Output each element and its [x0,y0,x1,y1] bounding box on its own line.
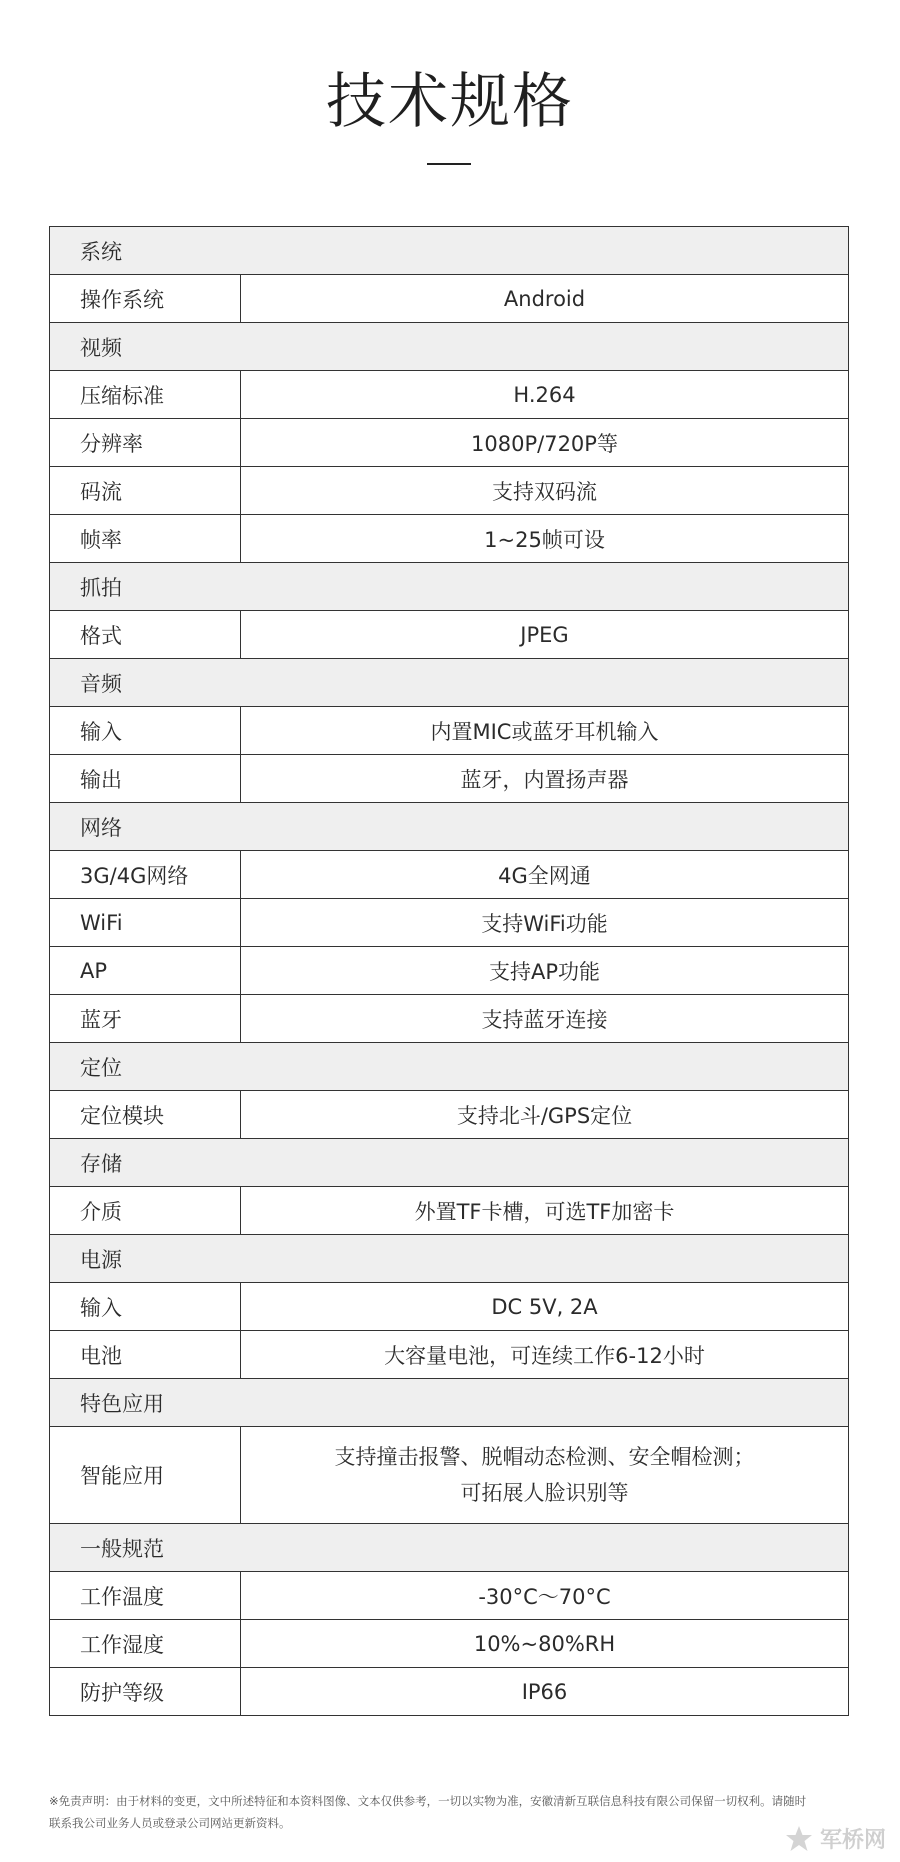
spec-key: 格式 [50,611,241,659]
spec-value: 支持蓝牙连接 [241,995,849,1043]
spec-key: 智能应用 [50,1427,241,1524]
star-icon [784,1824,814,1854]
spec-key: 输出 [50,755,241,803]
table-row [50,851,849,899]
spec-key: 操作系统 [50,275,241,323]
table-row [50,275,849,323]
section-header-positioning [50,1043,849,1091]
section-header-general [50,1524,849,1572]
spec-key: 码流 [50,467,241,515]
spec-key: 输入 [50,1283,241,1331]
spec-value: JPEG [241,611,849,659]
spec-value: 蓝牙，内置扬声器 [241,755,849,803]
spec-value: 支持AP功能 [241,947,849,995]
section-title: 抓拍 [50,563,849,611]
table-row [50,1427,849,1524]
spec-value: H.264 [241,371,849,419]
table-row [50,1187,849,1235]
spec-key: 防护等级 [50,1668,241,1716]
spec-key: 介质 [50,1187,241,1235]
table-row [50,1283,849,1331]
section-header-system [50,227,849,275]
spec-value: IP66 [241,1668,849,1716]
section-header-network [50,803,849,851]
section-header-features [50,1379,849,1427]
spec-key: AP [50,947,241,995]
table-row [50,707,849,755]
title-divider [427,163,471,165]
spec-value: 4G全网通 [241,851,849,899]
spec-value: 外置TF卡槽，可选TF加密卡 [241,1187,849,1235]
spec-value: 内置MIC或蓝牙耳机输入 [241,707,849,755]
spec-key: 蓝牙 [50,995,241,1043]
section-header-power [50,1235,849,1283]
section-title: 一般规范 [50,1524,849,1572]
table-row [50,371,849,419]
table-row [50,1091,849,1139]
spec-value: 支持北斗/GPS定位 [241,1091,849,1139]
spec-key: 工作湿度 [50,1620,241,1668]
spec-value: 支持双码流 [241,467,849,515]
spec-key: 工作温度 [50,1572,241,1620]
spec-key: 压缩标准 [50,371,241,419]
watermark [784,1823,886,1854]
section-title: 系统 [50,227,849,275]
section-title: 存储 [50,1139,849,1187]
spec-key: 帧率 [50,515,241,563]
spec-value: 支持WiFi功能 [241,899,849,947]
spec-table [49,226,849,1716]
table-row [50,419,849,467]
table-row [50,1620,849,1668]
spec-key: 定位模块 [50,1091,241,1139]
table-row [50,995,849,1043]
page-title: 技术规格 [326,67,574,137]
section-title: 定位 [50,1043,849,1091]
spec-key: 3G/4G网络 [50,851,241,899]
spec-value-line: 可拓展人脸识别等 [460,1481,629,1505]
section-title: 网络 [50,803,849,851]
section-title: 视频 [50,323,849,371]
table-row [50,515,849,563]
section-title: 特色应用 [50,1379,849,1427]
section-header-video [50,323,849,371]
spec-value: -30°C～70°C [241,1572,849,1620]
spec-key: 电池 [50,1331,241,1379]
table-row [50,947,849,995]
section-header-audio [50,659,849,707]
table-row [50,1668,849,1716]
spec-value: 大容量电池，可连续工作6-12小时 [241,1331,849,1379]
table-row [50,1572,849,1620]
section-header-capture [50,563,849,611]
spec-value [241,1427,849,1524]
table-row [50,1331,849,1379]
spec-value: Android [241,275,849,323]
disclaimer-line: 联系我公司业务人员或登录公司网站更新资料。 [49,1816,291,1830]
spec-value: DC 5V, 2A [241,1283,849,1331]
section-header-storage [50,1139,849,1187]
spec-value: 10%~80%RH [241,1620,849,1668]
spec-value: 1~25帧可设 [241,515,849,563]
table-row [50,611,849,659]
watermark-text: 军桥网 [819,1828,886,1853]
table-row [50,467,849,515]
spec-value: 1080P/720P等 [241,419,849,467]
spec-key: 输入 [50,707,241,755]
spec-key: WiFi [50,899,241,947]
disclaimer [49,1790,854,1834]
table-row [50,899,849,947]
disclaimer-line: ※免责声明：由于材料的变更，文中所述特征和本资料图像、文本仅供参考，一切以实物为准，安徽清新互联信息科技有限公司保留一切权利。请随时 [49,1794,807,1808]
section-title: 电源 [50,1235,849,1283]
section-title: 音频 [50,659,849,707]
spec-key: 分辨率 [50,419,241,467]
spec-value-line: 支持撞击报警、脱帽动态检测、安全帽检测； [334,1445,755,1469]
table-row [50,755,849,803]
